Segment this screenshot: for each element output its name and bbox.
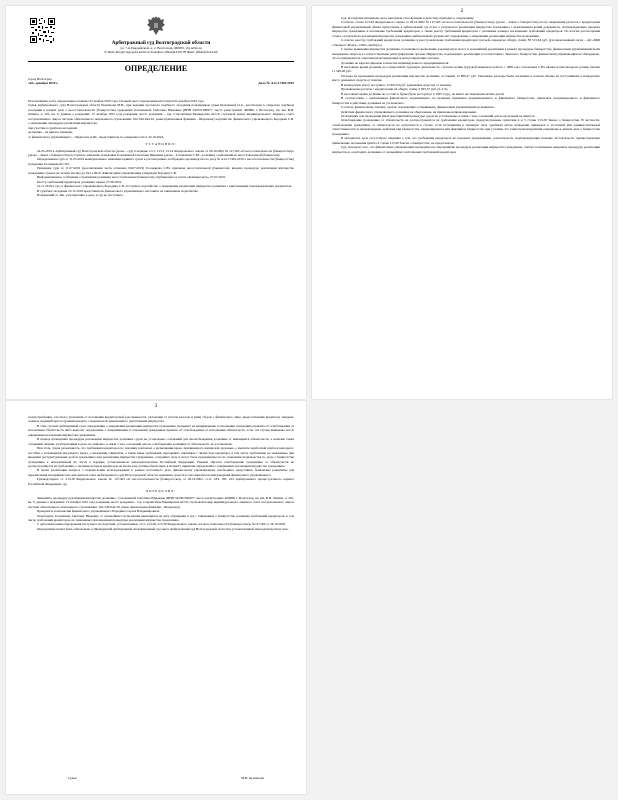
section-heading: УСТАНОВИЛ: bbox=[145, 142, 177, 147]
paragraph: Освободить Голованеву Светлану Юрьевну от дальнейшего исполнения имеющихся на дату обращения в суд с заявлением о банкротстве должника требований кредиторов, в том числе требований кредиторов, не заявленных при введении процедуры реализации имущества гражданина. bbox=[28, 513, 294, 522]
paragraph: Определением суда от 31.05.2019 вышеуказанное заявление принято судом к рассмотрению, возбуждено производство по делу № А12-17481/2019 о несостоятельности (банкротстве) гражданки Голованевой С.Ю. bbox=[28, 157, 294, 166]
paragraph: В этих случаях арбитражный суд в определении о завершении реализации имущества гражданина указывает на неприменение в отношении гражданина правила об освобождении от исполнения обязательств либо выносит определение о неприменении в отношении гражданина правила об освобождении от исполнения обязательств, если эти случаи выявлены после завершения реализации имущества гражданина. bbox=[28, 423, 294, 437]
paragraph: Реестр требований кредиторов должника закрыт 27.09.2019. bbox=[37, 179, 122, 184]
paragraph: Действия финансового управляющего должника не обжалованы, не признаны неправомерными. bbox=[341, 109, 477, 114]
document-title: ОПРЕДЕЛЕНИЕ bbox=[124, 64, 188, 73]
paragraph: злоупотребления, злостного уклонения от погашения кредиторской задолженности, уклонения от уплаты налогов и (или) сборов с физического лица, предоставление кредитору заведомо ложных сведений при получении кредита, сокрытия или умышленного уничтожения имущества. bbox=[28, 415, 294, 424]
paragraph: Суд, исходя из того, что финансовым управляющим проведены все мероприятия процедуры реализации имущества гражданина, считает возможным завершить процедуру реализации имущества и освободить должника от дальнейшего исполнения требований кредиторов. bbox=[332, 145, 600, 154]
paragraph: В период проведения процедуры реализации имущества должника судом не установлено оснований для неосвобождения должника от имеющихся обязательств, а наличие таких оснований лицами, участвующими в деле, не заявлено, в связи с чем, оснований для не освобождения должника от обязательств, не установлено. bbox=[28, 437, 294, 446]
court-contacts: E-mail: info@volgograd.arbitr.ru Телефон: (8442)23-00-78 Факс: (8442)24-04-60 bbox=[104, 50, 218, 54]
paragraph: В конкурсную массу поступило 15 991,64 руб. (денежные средства от пенсии). bbox=[341, 82, 452, 87]
paragraph: Суд, исследовав материалы дела, выслушав участвующих в деле лиц, приходит к следующему. bbox=[341, 16, 475, 20]
paragraph: Определение может быть обжаловано в Двенадцатый арбитражный апелляционный суд через Арбитражный суд Волгоградской области в установленный законодательством срок. bbox=[37, 526, 289, 531]
paragraph: Завершить процедуру реализации имущества должника - Голованевой Светланы Юрьевны (ИНН 343501396977, место регистрации: 400086, г. Волгоград, пр. им. В.И. Ленина, д. 225, кв. 5; данные о рождении: 13 октября 1955 года рождения, место рождения – гор. Стерлитамак Башкирская АССР, страховой номер индивидуального лицевого счета застрахованного лица в системе обязательного пенсионного страхования: 162-549-044 20, ранее присвоенная фамилия – Шарапова). bbox=[28, 495, 294, 509]
paragraph: Прекратить полномочия финансового управляющего Бородина Сергея Владимировича. bbox=[37, 509, 161, 514]
paragraph: Решением суда от 11.07.2019 (резолютивная часть оглашена 04.07.2019) Голованева С.Ю. признана несостоятельной (банкротом), введена процедура реализации имущества гражданина сроком на четыре месяца до 04.11.2019. Финансовым управляющим утвержден Бородин С.В. bbox=[28, 166, 294, 175]
page-1-text bbox=[28, 99, 294, 198]
paragraph: должника – не явился, извещен, bbox=[28, 130, 73, 135]
document-page-3 bbox=[6, 401, 306, 794]
paragraph: Должник не зарегистрирован в качестве индивидуального предпринимателя. bbox=[341, 60, 450, 65]
paragraph: В целях реализации вопроса о перечислении вознаграждения в рамках настоящего дела, финансовому управляющему необходимо представить банковские реквизиты для перечисления находящихся на депозитном счете Арбитражного суда Волгоградской области денежных средств в счет выплаты вознаграждения финансового управляющего. bbox=[28, 468, 294, 477]
paragraph: С целью выявления имущества должника, положенного включению в конкурсную массу и дальнейшей реализации в рамках процедуры банкротства, финансовым управляющим были направлены запросы в соответствующие регистрирующие органы. Имущества, подлежащего реализации в соответствии с Законом о банкротстве, финансовым управляющим не обнаружено, что подтверждается ответами регистрирующих и контролирующих органов. bbox=[332, 47, 600, 61]
court-name: Арбитражный суд Волгоградской области bbox=[111, 40, 211, 46]
paragraph: Освобождение гражданина от обязательств не распространяется на требования кредиторов, предусмотренные пунктами 4 и 5 статьи 213.28 Закона о банкротстве. В частности, освобождение гражданина от обязательств не допускается в случае, если вступившим в законную силу судебным актом гражданин привлечен к уголовной или административной ответственности за неправомерные действия при банкротстве, преднамеренное или фиктивное банкротство при условии, что такие правонарушения совершены в данном деле о банкротстве гражданина. bbox=[332, 118, 600, 136]
paragraph: Согласно финансовому анализу, сделок, подлежащих оспариванию, финансовым управляющим не выявлено. bbox=[341, 105, 495, 110]
city: город Волгоград bbox=[28, 77, 52, 81]
paragraph: В настоящее время должник не состоит в браке (брак расторгнут в 1997 году), не имеет несовершеннолетних детей. bbox=[341, 91, 505, 96]
paragraph: Руководствуясь ст. 213.28 Федерального закона № 127-ФЗ «О несостоятельности (банкротстве)» от 26.10.2002, ст.ст. 184, 185, 223 Арбитражного процессуального кодекса Российской Федерации, суд bbox=[28, 477, 294, 486]
coat-of-arms-icon bbox=[146, 16, 166, 38]
paragraph: В соответствии с заключением финансового управляющего по проверке признаков преднамеренного и фиктивного банкротства, признаков преднамеренного и фиктивного банкротства в действиях должника не установлено. bbox=[332, 96, 600, 105]
paragraph: Судья Арбитражного суда Волгоградской области Кузнецова М.В., при ведении протокола судебного заседания помощником судьи Кулешовой О.А., рассмотрев в открытом судебном заседании в рамках дела о несостоятельности (банкротстве) гражданки Голованевой Светланы Юрьевны (ИНН 343501396977, место регистрации: 400086, г. Волгоград, пр. им. В.И. Ленина, д. 225, кв. 5; данные о рождении: 13 октября 1955 года рождения, место рождения – гор. Стерлитамак Башкирская АССР, страховой номер индивидуального лицевого счета застрахованного лица в системе обязательного пенсионного страхования: 162-549-044 20, ранее присвоенная фамилия – Шарапова) ходатайство финансового управляющего Бородина С.В. о завершении процедуры реализации имущества, bbox=[28, 103, 294, 126]
header-divider bbox=[28, 61, 294, 62]
paragraph: С даты вынесения определения наступают последствия, установленные ст.ст. 213.28, 213.30 Федерального закона «О несостоятельности (банкротстве)» №127-ФЗ от 26.10.2002. bbox=[37, 522, 286, 527]
paragraph: Основаниям для проведения иных мероприятий процедуры судом не установлены, в связи с чем, оснований для ее продления не имеется. bbox=[341, 113, 536, 118]
paragraph: Произведены расчеты с кредиторами на общую сумму 2 005,37 руб. (2,4 %). bbox=[341, 87, 449, 92]
paragraph: При этом, судом разъясняется, что требования кредиторов по текущим платежам, о возмещении вреда, причиненного жизни или здоровью, о выплате заработной платы и выходного пособия, о возмещении морального вреда, о взыскании алиментов, а также иные требования, неразрывно связанные с личностью кредитора, в том числе требования, не заявленные при введении реструктуризации долгов гражданина или реализации имущества гражданина, сохраняют силу и могут быть предъявлены после окончания производства по делу о банкротстве гражданина в непогашенной их части в порядке, установленном законодательством Российской Федерации. Равным образом освобождение гражданина от обязательств не распространяется на требования, о наличии которых кредиторы не знали и не должны были знать к моменту принятия определения о завершении реализации имущества гражданина. bbox=[28, 446, 294, 468]
paragraph: Резолютивная часть определения оглашена 25 ноября 2019 года. Полный текст определения изготовлен 02 декабря 2019 года. bbox=[28, 99, 205, 103]
paragraph: Расходы на проведение процедуры реализации имущества должника составили 12 889,27 руб. Указанные расходы были погашены в полном объеме из поступивших в конкурсную массу денежных средств от пенсии. bbox=[332, 73, 600, 83]
court-address: ул. 7-й Гвардейской, д. 2, Волгоград, 400005, vlg.arbitr.ru bbox=[120, 46, 202, 50]
page-number: 3 bbox=[154, 404, 158, 409]
paragraph: Согласно статье 213.28 Федерального закона от 26.10.2002 № 127-ФЗ «О несостоятельности (банкротстве)» (далее – Закон о банкротстве) после завершения расчетов с кредиторами финансовый управляющий обязан представить в арбитражный суд отчет о результатах реализации имущества гражданина с приложением копий документов, подтверждающих продажу имущества гражданина и погашение требований кредиторов, а также реестр требований кредиторов с указанием размера погашенных требований кредиторов. По итогам рассмотрения отчета о результатах реализации имущества гражданина арбитражный суд выносит определение о завершении реализации имущества гражданина. bbox=[332, 20, 600, 38]
document-page-1 bbox=[6, 6, 306, 399]
date: «02» декабря 2019 г. bbox=[28, 81, 59, 86]
paragraph: 19.11.2019 в суд от финансового управляющего Бородина С.В. поступило ходатайство о завершении реализации имущества должника с приложением подтверждающих документов. bbox=[37, 184, 293, 189]
paragraph: В настоящее время должник не осуществляет трудовую деятельность, согласно копии трудовой книжки на работе с 1998 года. Голованева С.Ю. является пенсионером, размер пенсии 11 549,28 руб. bbox=[332, 64, 600, 74]
document-meta bbox=[28, 77, 294, 85]
paragraph: 24.05.2019 в Арбитражный суд Волгоградской области (далее - суд) в порядке ст.ст. 213.3, 213.4 Федерального закона от 26.10.2002 № 127-ФЗ «О несостоятельности (банкротстве)» (далее – Закон о банкротстве) поступило заявление гражданки Голованевой Светланы Юрьевны (далее – Голованева С.Ю., должник) о признании ее несостоятельной (банкротом). bbox=[28, 148, 294, 157]
paragraph: В судебное заседание 25.11.2019 представитель финансового управляющего настаивал на заявленном ходатайстве. bbox=[37, 188, 199, 193]
signature-name: М.В. Кузнецова bbox=[241, 776, 264, 780]
page-3-text bbox=[28, 415, 294, 531]
qr-code-icon bbox=[30, 18, 55, 43]
page-2-text bbox=[332, 16, 600, 154]
page-number: 2 bbox=[460, 9, 464, 14]
case-number: Дело № А12-17481/2019 bbox=[258, 81, 294, 86]
court-header bbox=[56, 40, 266, 54]
paragraph: от финансового управляющего – Черкасова А.Ш., представитель по доверенности от 24.10.2019, bbox=[28, 134, 164, 139]
signature-role: Судья bbox=[68, 776, 77, 780]
paragraph: Информационное сообщение о признании должника несостоятельным (банкротом) опубликовано в газете «Коммерсантъ» 27.07.2019. bbox=[37, 175, 226, 180]
paragraph: В материалах дела отсутствуют сведения о том, что требования кредиторов не подлежат прекращению, доказательств, подтверждающих наличие обстоятельств, препятствующих применению положения пункта 4 статьи 213.28 Закона о банкротстве, не представлено. bbox=[332, 136, 600, 145]
paragraph: Возражений от лиц, участвующих в деле, в суд не поступило. bbox=[37, 193, 124, 198]
paragraph: Согласно реестру требований кредиторов должника, в реестр включены требования кредиторов третьей очереди на общую сумму 83 515,64 руб. (уполномоченный орган – АО «БКБ «Экспресс-Волга», ООО «Деберт»). bbox=[332, 38, 600, 47]
document-page-2 bbox=[312, 6, 612, 399]
section-heading: ОПРЕДЕЛИЛ: bbox=[145, 489, 177, 494]
paragraph: при участии в судебном заседании: bbox=[28, 125, 78, 130]
